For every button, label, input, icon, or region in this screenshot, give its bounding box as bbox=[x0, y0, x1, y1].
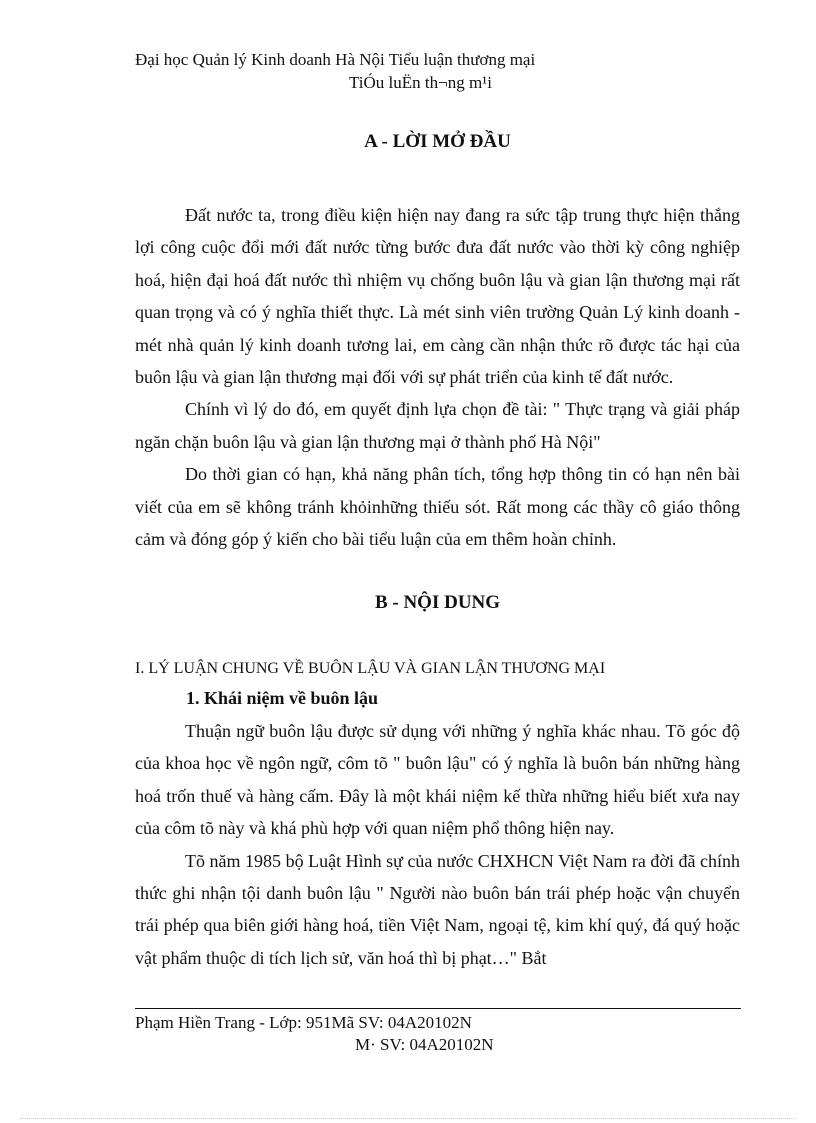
running-header-garbled: TiÓu luËn th¬ng m¹i bbox=[349, 73, 492, 92]
section-paragraph-2: Tõ năm 1985 bộ Luật Hình sự của nước CHXHCN Việt Nam ra đời đã chính thức ghi nhận tội danh buôn lậu " Người nào buôn bán trái phép hoặc vận chuyển trái phép qua biên giới hàng hoá, tiền Việt Nam, ngoại tệ, kim khí quý, đá quý hoặc vật phẩm thuộc di tích lịch sử, văn hoá thì bị phạt…" Bắt bbox=[135, 850, 740, 968]
intro-paragraph-3: Do thời gian có hạn, khả năng phân tích, tổng hợp thông tin có hạn nên bài viết của em sẽ không tránh khỏinhững thiếu sót. Rất mong các thầy cô giáo thông cảm và đóng góp ý kiến cho bài tiểu luận của em thêm hoàn chỉnh. bbox=[135, 464, 740, 550]
title-content: B - NỘI DUNG bbox=[374, 592, 501, 613]
section-1-body bbox=[135, 715, 740, 974]
footer-divider bbox=[135, 1008, 741, 1009]
running-footer: Phạm Hiền Trang - Lớp: 951Mã SV: 04A20102N bbox=[135, 1013, 472, 1032]
title-introduction: A - LỜI MỞ ĐẦU bbox=[364, 131, 511, 152]
intro-section bbox=[135, 199, 740, 555]
page-edge-divider bbox=[20, 1118, 796, 1119]
subsection-heading: 1. Khái niệm về buôn lậu bbox=[186, 688, 379, 708]
section-heading: I. LÝ LUẬN CHUNG VỀ BUÔN LẬU VÀ GIAN LẬN THƯƠNG MẠI bbox=[135, 660, 606, 677]
intro-paragraph-1: Đất nước ta, trong điều kiện hiện nay đang ra sức tập trung thực hiện thắng lợi công cuộc đổi mới đất nước từng bước đưa đất nước vào thời kỳ công nghiệp hoá, hiện đại hoá đất nước thì nhiệm vụ chống buôn lậu và gian lận thương mại rất quan trọng và có ý nghĩa thiết thực. Là mét sinh viên trường Quản Lý kinh doanh - mét nhà quản lý kinh doanh tương lai, em càng cần nhận thức rõ được tác hại của buôn lậu và gian lận thương mại đối với sự phát triển của kinh tế đất nước. bbox=[135, 205, 740, 388]
section-paragraph-1: Thuận ngữ buôn lậu được sử dụng với những ý nghĩa khác nhau. Tõ góc độ của khoa học về ngôn ngữ, côm tõ " buôn lậu" có ý nghĩa là buôn bán những hàng hoá trốn thuế và hàng cấm. Đây là một khái niệm kế thừa những hiểu biết xưa nay của côm tõ này và khá phù hợp với quan niệm phổ thông hiện nay. bbox=[135, 721, 740, 839]
intro-paragraph-2: Chính vì lý do đó, em quyết định lựa chọn đề tài: " Thực trạng và giải pháp ngăn chặn buôn lậu và gian lận thương mại ở thành phố Hà Nội" bbox=[135, 399, 740, 452]
running-footer-garbled: M· SV: 04A20102N bbox=[355, 1035, 494, 1054]
running-header: Đại học Quản lý Kinh doanh Hà Nội Tiểu luận thương mại bbox=[135, 50, 536, 69]
